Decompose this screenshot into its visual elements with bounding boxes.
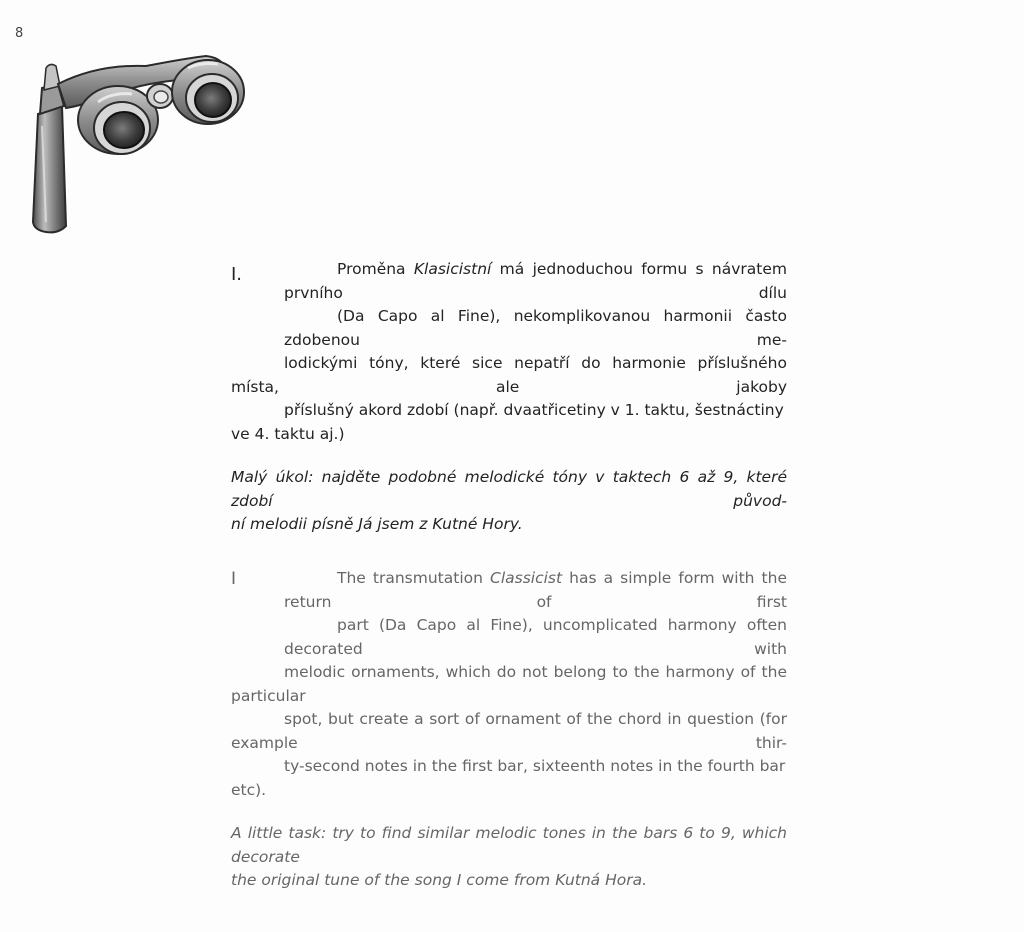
czech-task <box>231 466 787 537</box>
czech-paragraph <box>231 258 787 446</box>
english-section <box>231 567 787 893</box>
text-line: Proměna Klasicistní má jednoduchou formu s návratem prvního dílu <box>284 260 787 302</box>
czech-section <box>231 258 787 537</box>
english-task <box>231 822 787 893</box>
text-line: spot, but create a sort of ornament of the chord in question (for example thir- <box>231 710 787 752</box>
section-numeral: I <box>231 569 237 589</box>
text-line: příslušný akord zdobí (např. dvaatřicetiny v 1. taktu, šestnáctiny ve 4. taktu aj.) <box>231 401 784 443</box>
text-line: (Da Capo al Fine), nekomplikovanou harmonii často zdobenou me- <box>284 307 787 349</box>
text-line: part (Da Capo al Fine), uncomplicated harmony often decorated with <box>284 616 787 658</box>
section-numeral: I. <box>231 264 243 285</box>
english-paragraph <box>231 567 787 802</box>
text-line: ty-second notes in the first bar, sixteenth notes in the fourth bar etc). <box>231 757 786 799</box>
page-number: 8 <box>15 26 24 41</box>
text-line: melodic ornaments, which do not belong to the harmony of the particular <box>231 663 787 705</box>
text-line: lodickými tóny, které sice nepatří do harmonie příslušného místa, ale jakoby <box>231 354 787 396</box>
text-line: The transmutation Classicist has a simple form with the return of first <box>284 569 787 611</box>
task-line: ní melodii písně Já jsem z Kutné Hory. <box>231 515 523 533</box>
task-line: A little task: try to find similar melodic tones in the bars 6 to 9, which decorate <box>231 824 787 866</box>
task-line: Malý úkol: najděte podobné melodické tóny v taktech 6 až 9, které zdobí původ- <box>231 468 787 510</box>
opera-glasses-icon <box>28 36 250 240</box>
task-line: the original tune of the song I come from Kutná Hora. <box>231 871 648 889</box>
